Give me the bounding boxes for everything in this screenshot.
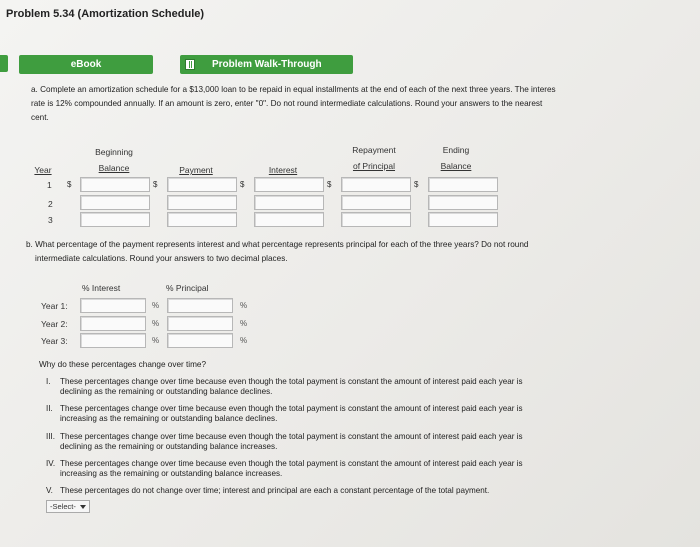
input-y3-beginning-balance[interactable] bbox=[80, 212, 150, 227]
percent-sign: % bbox=[240, 301, 248, 310]
walkthrough-label: Problem Walk-Through bbox=[212, 59, 322, 70]
option-text-line-2: increasing as the remaining or outstanding balance increases. bbox=[60, 469, 283, 478]
part-b-line-2: intermediate calculations. Round your answers to two decimal places. bbox=[35, 254, 288, 263]
part-b-line-1: b. What percentage of the payment represents interest and what percentage represents principal for each of the three years? Do not round bbox=[26, 240, 529, 249]
header-year: Year bbox=[34, 165, 52, 175]
percent-sign: % bbox=[152, 336, 160, 345]
row-year-1: 1 bbox=[47, 180, 52, 190]
header-beginning: Beginning bbox=[95, 147, 133, 157]
header-ending: Ending bbox=[442, 145, 470, 155]
input-y1-interest[interactable] bbox=[254, 177, 324, 192]
input-y3-repayment-principal[interactable] bbox=[341, 212, 411, 227]
percent-sign: % bbox=[152, 319, 160, 328]
row-label-year-1: Year 1: bbox=[41, 301, 68, 311]
option-text-line-2: increasing as the remaining or outstanding balance declines. bbox=[60, 414, 278, 423]
row-year-2: 2 bbox=[48, 199, 53, 209]
input-y1-beginning-balance[interactable] bbox=[80, 177, 150, 192]
part-c-question: Why do these percentages change over time? bbox=[39, 360, 207, 369]
option-number: III. bbox=[46, 432, 55, 441]
option-number: V. bbox=[46, 486, 53, 495]
input-y1-payment[interactable] bbox=[167, 177, 237, 192]
input-y2-interest[interactable] bbox=[254, 195, 324, 210]
percent-sign: % bbox=[152, 301, 160, 310]
dollar-sign: $ bbox=[240, 180, 245, 189]
option-text-line-1: These percentages do not change over time; interest and principal are each a constant percentage of the total payment. bbox=[60, 486, 490, 495]
dollar-sign: $ bbox=[327, 180, 332, 189]
input-y1-ending-balance[interactable] bbox=[428, 177, 498, 192]
input-y1-pct-interest[interactable] bbox=[80, 298, 146, 313]
book-icon bbox=[185, 59, 195, 70]
header-payment: Payment bbox=[179, 165, 213, 175]
input-y3-pct-interest[interactable] bbox=[80, 333, 146, 348]
header-pct-interest: % Interest bbox=[82, 283, 121, 293]
problem-walkthrough-button[interactable] bbox=[180, 55, 353, 74]
input-y3-ending-balance[interactable] bbox=[428, 212, 498, 227]
header-repayment: Repayment bbox=[352, 145, 396, 155]
dollar-sign: $ bbox=[414, 180, 419, 189]
page-title: Problem 5.34 (Amortization Schedule) bbox=[6, 8, 205, 20]
input-y3-pct-principal[interactable] bbox=[167, 333, 233, 348]
dollar-sign: $ bbox=[67, 180, 72, 189]
input-y3-payment[interactable] bbox=[167, 212, 237, 227]
input-y2-repayment-principal[interactable] bbox=[341, 195, 411, 210]
row-label-year-2: Year 2: bbox=[41, 319, 68, 329]
input-y2-pct-principal[interactable] bbox=[167, 316, 233, 331]
side-tab[interactable] bbox=[0, 55, 8, 72]
option-text-line-1: These percentages change over time because even though the total payment is constant the amount of interest paid each year is bbox=[60, 377, 523, 386]
answer-select[interactable] bbox=[46, 500, 90, 513]
part-a-line-2: rate is 12% compounded annually. If an amount is zero, enter "0". Do not round intermediate calculations. Round your answers to the nearest bbox=[31, 99, 543, 108]
header-ending-balance: Balance bbox=[440, 161, 472, 171]
option-text-line-2: declining as the remaining or outstanding balance declines. bbox=[60, 387, 273, 396]
input-y3-interest[interactable] bbox=[254, 212, 324, 227]
input-y1-repayment-principal[interactable] bbox=[341, 177, 411, 192]
input-y2-pct-interest[interactable] bbox=[80, 316, 146, 331]
input-y2-ending-balance[interactable] bbox=[428, 195, 498, 210]
row-year-3: 3 bbox=[48, 215, 53, 225]
option-text-line-2: declining as the remaining or outstanding balance increases. bbox=[60, 442, 278, 451]
ebook-button[interactable]: eBook bbox=[19, 55, 153, 74]
part-a-line-3: cent. bbox=[31, 113, 49, 122]
input-y1-pct-principal[interactable] bbox=[167, 298, 233, 313]
option-number: I. bbox=[46, 377, 51, 386]
percent-sign: % bbox=[240, 319, 248, 328]
chevron-down-icon bbox=[80, 505, 86, 509]
dollar-sign: $ bbox=[153, 180, 158, 189]
option-text-line-1: These percentages change over time because even though the total payment is constant the amount of interest paid each year is bbox=[60, 432, 523, 441]
input-y2-payment[interactable] bbox=[167, 195, 237, 210]
part-a-line-1: a. Complete an amortization schedule for a $13,000 loan to be repaid in equal installments at the end of each of the next three years. The interes bbox=[31, 85, 556, 94]
header-pct-principal: % Principal bbox=[166, 283, 209, 293]
option-number: II. bbox=[46, 404, 53, 413]
header-of-principal: of Principal bbox=[352, 161, 396, 171]
header-interest: Interest bbox=[268, 165, 298, 175]
percent-sign: % bbox=[240, 336, 248, 345]
input-y2-beginning-balance[interactable] bbox=[80, 195, 150, 210]
row-label-year-3: Year 3: bbox=[41, 336, 68, 346]
option-text-line-1: These percentages change over time because even though the total payment is constant the amount of interest paid each year is bbox=[60, 404, 523, 413]
header-beginning-balance: Balance bbox=[98, 163, 130, 173]
option-text-line-1: These percentages change over time because even though the total payment is constant the amount of interest paid each year is bbox=[60, 459, 523, 468]
option-number: IV. bbox=[46, 459, 56, 468]
select-value: -Select- bbox=[50, 502, 76, 511]
